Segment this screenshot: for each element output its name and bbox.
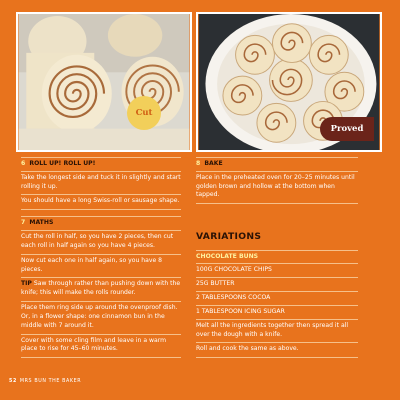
step-7-para-3: Place them ring side up around the ovenproof dish. Or, in a flower shape: one cinnamon bun in the middle with 7 around it. <box>21 302 181 334</box>
step-7-tip <box>21 278 181 302</box>
step-number: 6 <box>21 160 26 167</box>
right-text-column <box>196 157 358 358</box>
step-number: 7 <box>21 219 26 227</box>
variation-para-1: Melt all the ingredients together then spread it all over the dough with a knife. <box>196 320 358 344</box>
tip-label: TIP <box>21 280 32 288</box>
variation-subtitle: CHOCOLATE BUNS <box>196 250 358 265</box>
page-footer <box>9 379 81 384</box>
rolled-dough-photo <box>16 12 192 152</box>
left-text-column <box>21 157 181 358</box>
ingredient-item: 1 TABLESPOON ICING SUGAR <box>196 306 358 320</box>
variation-para-2: Roll and cook the same as above. <box>196 343 358 358</box>
step-7-para-2: Now cut each one in half again, so you have 8 pieces. <box>21 255 181 279</box>
step-6-heading <box>21 157 181 172</box>
ingredient-item: 100G CHOCOLATE CHIPS <box>196 264 358 278</box>
step-8-para-1: Place in the preheated oven for 20–25 minutes until golden brown and hollow at the bottom when tapped. <box>196 172 358 204</box>
ingredient-item: 25G BUTTER <box>196 278 358 292</box>
proved-badge: Proved <box>320 117 374 141</box>
page-number: 52 <box>9 379 17 384</box>
tip-text: Saw through rather than pushing down with the knife; this will make the rolls rounder. <box>21 280 181 297</box>
step-7-heading <box>21 216 181 231</box>
step-number: 8 <box>196 160 201 167</box>
variations-title: VARIATIONS <box>196 231 262 243</box>
step-6-para-1: Take the longest side and tuck it in slightly and start rolling it up. <box>21 172 181 196</box>
step-6-para-2: You should have a long Swiss-roll or sausage shape. <box>21 195 181 210</box>
step-7-para-4: Cover with some cling film and leave in a warm place to rise for 45–60 minutes. <box>21 335 181 359</box>
ingredient-item: 2 TABLESPOONS COCOA <box>196 292 358 306</box>
step-7-para-1: Cut the roll in half, so you have 2 pieces, then cut each roll in half again so you have 4 pieces. <box>21 231 181 255</box>
step-title: ROLL UP! ROLL UP! <box>29 160 96 167</box>
cut-badge: Cut <box>127 96 161 130</box>
step-title: MATHS <box>29 219 54 227</box>
step-8-heading <box>196 157 358 172</box>
step-title: BAKE <box>204 160 223 167</box>
book-title: MRS BUN THE BAKER <box>19 379 82 384</box>
